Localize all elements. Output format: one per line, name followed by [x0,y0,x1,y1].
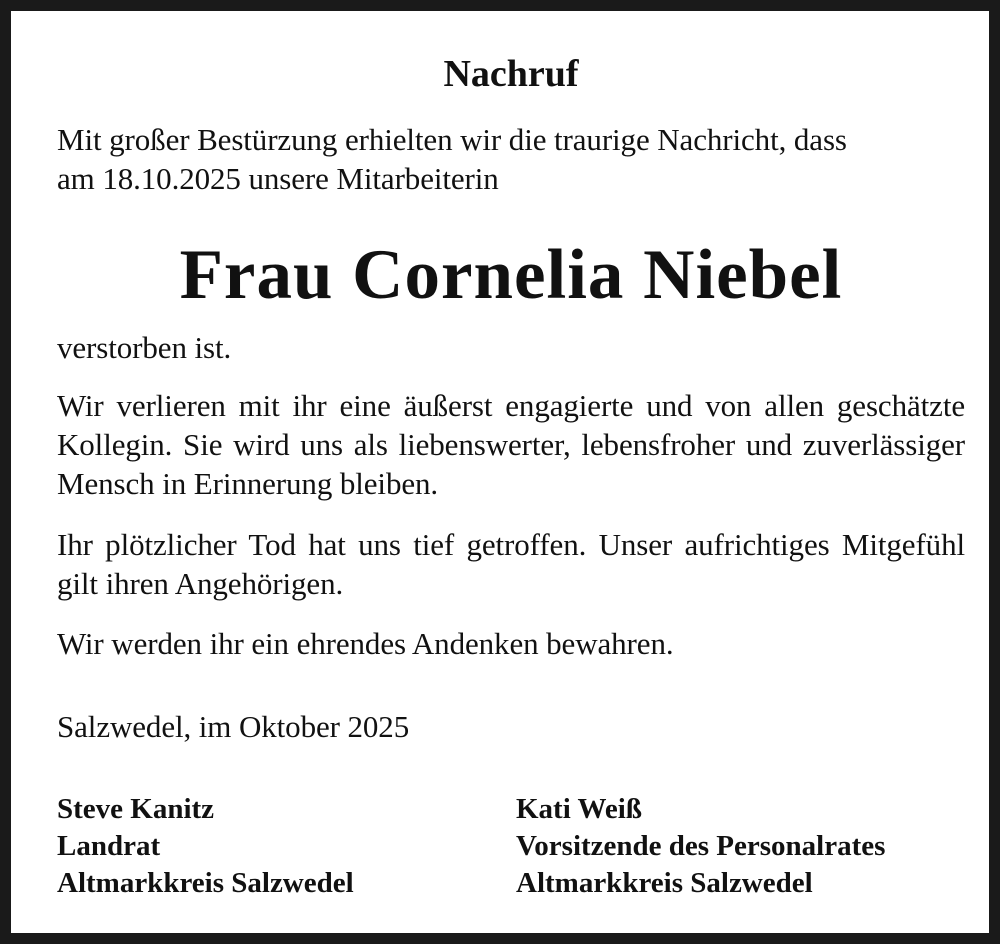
paragraph-remembrance: Wir werden ihr ein ehrendes Andenken bewahren. [57,626,674,661]
deceased-name: Frau Cornelia Niebel [179,236,843,314]
signatory-left-organization: Altmarkkreis Salzwedel [57,867,354,899]
signatory-right-name: Kati Weiß [516,793,642,825]
obituary-title: Nachruf [443,53,579,95]
after-name-text: verstorben ist. [57,330,232,365]
paragraph-tribute: Wir verlieren mit ihr eine äußerst engagierte und von allen geschätzte Kollegin. Sie wird uns als liebenswerter, lebensfroher und zuverlässiger Mensch in Erinnerung bleiben. [57,388,965,501]
signatory-right-role: Vorsitzende des Personalrates [516,830,886,862]
signatory-left [57,791,354,902]
place-date: Salzwedel, im Oktober 2025 [57,709,410,744]
paragraph-condolence: Ihr plötzlicher Tod hat uns tief getroffen. Unser aufrichtiges Mitgefühl gilt ihren Angehörigen. [57,527,965,601]
signatory-right [516,791,885,902]
signatory-right-organization: Altmarkkreis Salzwedel [516,867,813,899]
intro-line-1: Mit großer Bestürzung erhielten wir die traurige Nachricht, dass [57,122,847,157]
signatory-left-name: Steve Kanitz [57,793,215,825]
signatory-left-role: Landrat [57,830,161,862]
intro-line-2: am 18.10.2025 unsere Mitarbeiterin [57,161,499,196]
